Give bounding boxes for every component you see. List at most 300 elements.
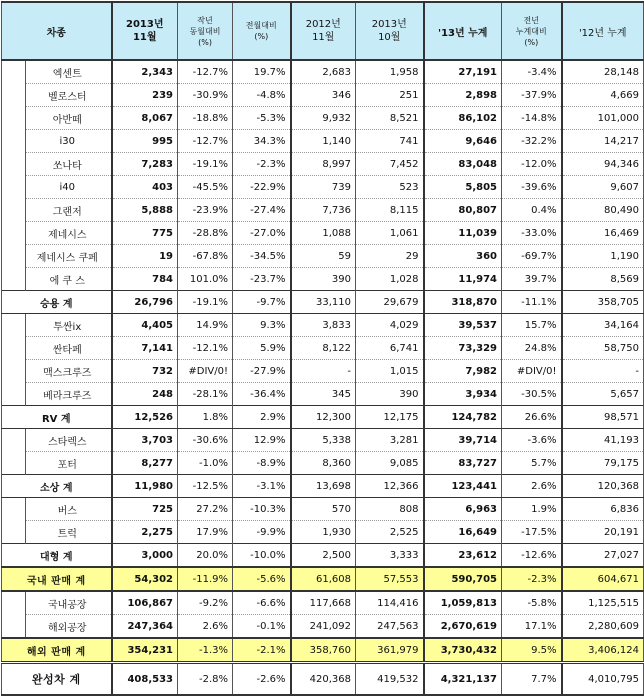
cell-nov2013: 12,526 [112, 406, 178, 429]
cell-ytd2012: 6,836 [562, 498, 644, 521]
row-indent [2, 268, 26, 291]
cell-ytd-yoy: 15.7% [502, 314, 562, 337]
cell-yoy: -23.9% [178, 199, 233, 222]
total-row [2, 663, 644, 696]
cell-ytd2013: 39,537 [424, 314, 502, 337]
cell-mom: -10.3% [233, 498, 291, 521]
row-indent [2, 452, 26, 475]
row-indent [2, 107, 26, 130]
cell-ytd2013: 3,934 [424, 383, 502, 406]
header-mom: 전월대비 (%) [233, 2, 291, 60]
model-name: 엑센트 [26, 60, 112, 84]
cell-yoy: -19.1% [178, 153, 233, 176]
cell-ytd2013: 1,059,813 [424, 591, 502, 615]
cell-mom: -9.9% [233, 521, 291, 544]
cell-ytd2013: 23,612 [424, 544, 502, 568]
cell-ytd-yoy: #DIV/0! [502, 360, 562, 383]
cell-ytd-yoy: -5.8% [502, 591, 562, 615]
cell-mom: -23.7% [233, 268, 291, 291]
cell-ytd2013: 7,982 [424, 360, 502, 383]
cell-ytd2013: 123,441 [424, 475, 502, 498]
table-row [2, 615, 644, 639]
cell-oct2013: 251 [356, 84, 424, 107]
cell-ytd2012: - [562, 360, 644, 383]
cell-yoy: -12.5% [178, 475, 233, 498]
sum-row [2, 544, 644, 568]
header-row [2, 2, 644, 60]
model-name: 해외공장 [26, 615, 112, 639]
cell-nov2013: 995 [112, 130, 178, 153]
cell-yoy: -9.2% [178, 591, 233, 615]
cell-oct2013: 741 [356, 130, 424, 153]
cell-ytd2013: 73,329 [424, 337, 502, 360]
cell-mom: 5.9% [233, 337, 291, 360]
cell-ytd2012: 58,750 [562, 337, 644, 360]
row-indent [2, 337, 26, 360]
model-name: i40 [26, 176, 112, 199]
cell-yoy: 17.9% [178, 521, 233, 544]
cell-ytd-yoy: 17.1% [502, 615, 562, 639]
header-ytd2013: '13년 누계 [424, 2, 502, 60]
cell-mom: -4.8% [233, 84, 291, 107]
cell-ytd-yoy: -12.6% [502, 544, 562, 568]
cell-ytd2012: 9,607 [562, 176, 644, 199]
cell-nov2013: 2,343 [112, 60, 178, 84]
table-row [2, 452, 644, 475]
row-label: 완성차 계 [2, 663, 112, 696]
cell-ytd2012: 8,569 [562, 268, 644, 291]
cell-oct2013: 8,115 [356, 199, 424, 222]
cell-nov2012: 739 [291, 176, 356, 199]
cell-yoy: -28.1% [178, 383, 233, 406]
table-row [2, 498, 644, 521]
cell-ytd-yoy: -3.6% [502, 429, 562, 452]
cell-ytd2013: 11,039 [424, 222, 502, 245]
cell-nov2013: 5,888 [112, 199, 178, 222]
table-row [2, 591, 644, 615]
model-name: 트럭 [26, 521, 112, 544]
cell-nov2012: 13,698 [291, 475, 356, 498]
cell-ytd2012: 1,190 [562, 245, 644, 268]
cell-yoy: -30.9% [178, 84, 233, 107]
cell-ytd2013: 27,191 [424, 60, 502, 84]
cell-ytd2013: 80,807 [424, 199, 502, 222]
cell-nov2012: 8,360 [291, 452, 356, 475]
model-name: 그랜저 [26, 199, 112, 222]
cell-yoy: -67.8% [178, 245, 233, 268]
row-indent [2, 222, 26, 245]
cell-ytd2012: 3,406,124 [562, 638, 644, 663]
cell-mom: -2.3% [233, 153, 291, 176]
cell-ytd-yoy: 39.7% [502, 268, 562, 291]
cell-mom: -6.6% [233, 591, 291, 615]
cell-nov2013: 7,141 [112, 337, 178, 360]
cell-oct2013: 7,452 [356, 153, 424, 176]
cell-ytd-yoy: -12.0% [502, 153, 562, 176]
cell-ytd-yoy: 2.6% [502, 475, 562, 498]
cell-yoy: -1.0% [178, 452, 233, 475]
cell-nov2012: - [291, 360, 356, 383]
cell-nov2012: 7,736 [291, 199, 356, 222]
table-row [2, 314, 644, 337]
header-nov2013: 2013년 11월 [112, 2, 178, 60]
cell-nov2013: 26,796 [112, 291, 178, 314]
cell-nov2012: 117,668 [291, 591, 356, 615]
cell-ytd-yoy: -3.4% [502, 60, 562, 84]
model-name: 에 쿠 스 [26, 268, 112, 291]
cell-nov2012: 9,932 [291, 107, 356, 130]
model-name: 제네시스 쿠페 [26, 245, 112, 268]
header-ytd2012: '12년 누계 [562, 2, 644, 60]
cell-ytd2013: 124,782 [424, 406, 502, 429]
cell-nov2013: 3,703 [112, 429, 178, 452]
cell-oct2013: 3,333 [356, 544, 424, 568]
cell-nov2012: 61,608 [291, 567, 356, 591]
cell-mom: -5.6% [233, 567, 291, 591]
cell-ytd-yoy: 5.7% [502, 452, 562, 475]
cell-oct2013: 12,175 [356, 406, 424, 429]
model-name: 포터 [26, 452, 112, 475]
cell-ytd2012: 14,217 [562, 130, 644, 153]
cell-nov2013: 775 [112, 222, 178, 245]
cell-nov2012: 2,683 [291, 60, 356, 84]
cell-nov2013: 2,275 [112, 521, 178, 544]
cell-oct2013: 1,028 [356, 268, 424, 291]
cell-ytd-yoy: -69.7% [502, 245, 562, 268]
cell-mom: -8.9% [233, 452, 291, 475]
cell-ytd-yoy: -11.1% [502, 291, 562, 314]
cell-ytd2013: 5,805 [424, 176, 502, 199]
table-row [2, 337, 644, 360]
cell-nov2012: 1,088 [291, 222, 356, 245]
cell-oct2013: 114,416 [356, 591, 424, 615]
cell-mom: -27.0% [233, 222, 291, 245]
header-nov2012: 2012년 11월 [291, 2, 356, 60]
cell-ytd2013: 2,898 [424, 84, 502, 107]
cell-ytd-yoy: -32.2% [502, 130, 562, 153]
cell-yoy: 2.6% [178, 615, 233, 639]
header-category: 차종 [2, 2, 112, 60]
row-label: 국내 판매 계 [2, 567, 112, 591]
cell-nov2012: 345 [291, 383, 356, 406]
row-label: 승용 계 [2, 291, 112, 314]
table-row [2, 153, 644, 176]
cell-nov2012: 1,140 [291, 130, 356, 153]
cell-ytd2012: 2,280,609 [562, 615, 644, 639]
cell-ytd-yoy: 1.9% [502, 498, 562, 521]
row-indent [2, 60, 26, 84]
row-indent [2, 153, 26, 176]
cell-ytd2013: 83,048 [424, 153, 502, 176]
cell-oct2013: 57,553 [356, 567, 424, 591]
cell-ytd2012: 358,705 [562, 291, 644, 314]
cell-ytd2012: 1,125,515 [562, 591, 644, 615]
cell-nov2013: 354,231 [112, 638, 178, 663]
cell-mom: 9.3% [233, 314, 291, 337]
cell-oct2013: 3,281 [356, 429, 424, 452]
cell-yoy: 20.0% [178, 544, 233, 568]
cell-nov2012: 59 [291, 245, 356, 268]
cell-nov2013: 11,980 [112, 475, 178, 498]
header-yoy: 작년 동월대비 (%) [178, 2, 233, 60]
cell-ytd2012: 94,346 [562, 153, 644, 176]
cell-oct2013: 390 [356, 383, 424, 406]
cell-mom: -5.3% [233, 107, 291, 130]
model-name: 국내공장 [26, 591, 112, 615]
model-name: 투싼ix [26, 314, 112, 337]
model-name: 싼타페 [26, 337, 112, 360]
cell-mom: -27.9% [233, 360, 291, 383]
model-name: 쏘나타 [26, 153, 112, 176]
cell-ytd2013: 360 [424, 245, 502, 268]
cell-ytd2013: 86,102 [424, 107, 502, 130]
cell-ytd2012: 80,490 [562, 199, 644, 222]
table-row [2, 130, 644, 153]
row-indent [2, 130, 26, 153]
sum-row [2, 291, 644, 314]
cell-nov2012: 346 [291, 84, 356, 107]
table-row [2, 176, 644, 199]
cell-mom: 34.3% [233, 130, 291, 153]
table-row [2, 107, 644, 130]
cell-oct2013: 808 [356, 498, 424, 521]
cell-nov2012: 3,833 [291, 314, 356, 337]
cell-nov2012: 570 [291, 498, 356, 521]
domestic-row [2, 567, 644, 591]
cell-nov2013: 408,533 [112, 663, 178, 696]
cell-oct2013: 9,085 [356, 452, 424, 475]
header-oct2013: 2013년 10월 [356, 2, 424, 60]
row-label: RV 계 [2, 406, 112, 429]
cell-yoy: -11.9% [178, 567, 233, 591]
cell-nov2013: 239 [112, 84, 178, 107]
row-indent [2, 383, 26, 406]
cell-nov2013: 19 [112, 245, 178, 268]
cell-mom: -22.9% [233, 176, 291, 199]
cell-nov2013: 784 [112, 268, 178, 291]
cell-ytd-yoy: 7.7% [502, 663, 562, 696]
table-row [2, 383, 644, 406]
cell-nov2012: 5,338 [291, 429, 356, 452]
cell-nov2013: 4,405 [112, 314, 178, 337]
cell-mom: -10.0% [233, 544, 291, 568]
cell-ytd2013: 83,727 [424, 452, 502, 475]
sum-row [2, 475, 644, 498]
cell-oct2013: 8,521 [356, 107, 424, 130]
cell-yoy: -30.6% [178, 429, 233, 452]
cell-ytd-yoy: 24.8% [502, 337, 562, 360]
row-indent [2, 176, 26, 199]
table-row [2, 84, 644, 107]
cell-oct2013: 4,029 [356, 314, 424, 337]
cell-nov2013: 725 [112, 498, 178, 521]
cell-oct2013: 419,532 [356, 663, 424, 696]
cell-yoy: 27.2% [178, 498, 233, 521]
cell-mom: -9.7% [233, 291, 291, 314]
cell-oct2013: 6,741 [356, 337, 424, 360]
cell-ytd2013: 3,730,432 [424, 638, 502, 663]
cell-mom: -34.5% [233, 245, 291, 268]
cell-oct2013: 523 [356, 176, 424, 199]
cell-nov2012: 420,368 [291, 663, 356, 696]
cell-yoy: -2.8% [178, 663, 233, 696]
cell-yoy: -28.8% [178, 222, 233, 245]
cell-nov2013: 8,277 [112, 452, 178, 475]
row-indent [2, 615, 26, 639]
cell-oct2013: 1,061 [356, 222, 424, 245]
row-indent [2, 360, 26, 383]
cell-oct2013: 29,679 [356, 291, 424, 314]
cell-oct2013: 1,958 [356, 60, 424, 84]
overseas-row [2, 638, 644, 663]
model-name: 스타렉스 [26, 429, 112, 452]
sum-row [2, 406, 644, 429]
cell-yoy: 14.9% [178, 314, 233, 337]
cell-ytd2013: 39,714 [424, 429, 502, 452]
cell-ytd2013: 11,974 [424, 268, 502, 291]
table-row [2, 222, 644, 245]
cell-ytd2012: 604,671 [562, 567, 644, 591]
cell-nov2012: 390 [291, 268, 356, 291]
cell-mom: -27.4% [233, 199, 291, 222]
table-row [2, 245, 644, 268]
cell-nov2012: 8,122 [291, 337, 356, 360]
cell-ytd-yoy: -37.9% [502, 84, 562, 107]
cell-nov2012: 358,760 [291, 638, 356, 663]
table-row [2, 429, 644, 452]
cell-ytd2012: 34,164 [562, 314, 644, 337]
cell-nov2012: 8,997 [291, 153, 356, 176]
model-name: 벨로스터 [26, 84, 112, 107]
model-name: 버스 [26, 498, 112, 521]
row-indent [2, 314, 26, 337]
cell-mom: -2.6% [233, 663, 291, 696]
cell-nov2013: 7,283 [112, 153, 178, 176]
cell-ytd2012: 120,368 [562, 475, 644, 498]
table-row [2, 199, 644, 222]
cell-mom: -0.1% [233, 615, 291, 639]
header-ytd-yoy: 전년 누계대비 (%) [502, 2, 562, 60]
cell-ytd2013: 318,870 [424, 291, 502, 314]
cell-ytd2012: 98,571 [562, 406, 644, 429]
cell-ytd-yoy: 26.6% [502, 406, 562, 429]
cell-yoy: 101.0% [178, 268, 233, 291]
cell-nov2013: 8,067 [112, 107, 178, 130]
cell-ytd2012: 5,657 [562, 383, 644, 406]
table-row [2, 360, 644, 383]
cell-yoy: -1.3% [178, 638, 233, 663]
cell-nov2013: 3,000 [112, 544, 178, 568]
cell-yoy: -18.8% [178, 107, 233, 130]
cell-ytd2013: 590,705 [424, 567, 502, 591]
cell-ytd2012: 28,148 [562, 60, 644, 84]
cell-oct2013: 12,366 [356, 475, 424, 498]
cell-ytd2012: 79,175 [562, 452, 644, 475]
cell-yoy: -12.7% [178, 130, 233, 153]
cell-ytd2012: 16,469 [562, 222, 644, 245]
cell-nov2013: 54,302 [112, 567, 178, 591]
cell-ytd2013: 9,646 [424, 130, 502, 153]
cell-ytd-yoy: -2.3% [502, 567, 562, 591]
cell-mom: -36.4% [233, 383, 291, 406]
cell-mom: -3.1% [233, 475, 291, 498]
cell-ytd-yoy: -33.0% [502, 222, 562, 245]
row-label: 대형 계 [2, 544, 112, 568]
cell-nov2012: 33,110 [291, 291, 356, 314]
cell-oct2013: 1,015 [356, 360, 424, 383]
table-row [2, 521, 644, 544]
cell-yoy: -12.7% [178, 60, 233, 84]
cell-ytd-yoy: 0.4% [502, 199, 562, 222]
model-name: 맥스크루즈 [26, 360, 112, 383]
row-indent [2, 84, 26, 107]
cell-ytd2013: 4,321,137 [424, 663, 502, 696]
sales-table [1, 1, 644, 696]
cell-ytd-yoy: -17.5% [502, 521, 562, 544]
table-row [2, 60, 644, 84]
cell-ytd-yoy: -14.8% [502, 107, 562, 130]
cell-nov2012: 2,500 [291, 544, 356, 568]
cell-ytd2013: 2,670,619 [424, 615, 502, 639]
cell-ytd2012: 41,193 [562, 429, 644, 452]
row-indent [2, 591, 26, 615]
cell-nov2012: 241,092 [291, 615, 356, 639]
cell-nov2012: 1,930 [291, 521, 356, 544]
cell-nov2013: 732 [112, 360, 178, 383]
cell-mom: 12.9% [233, 429, 291, 452]
cell-oct2013: 29 [356, 245, 424, 268]
row-label: 해외 판매 계 [2, 638, 112, 663]
cell-ytd-yoy: 9.5% [502, 638, 562, 663]
cell-yoy: 1.8% [178, 406, 233, 429]
model-name: 베라크루즈 [26, 383, 112, 406]
row-indent [2, 521, 26, 544]
row-indent [2, 199, 26, 222]
cell-ytd2012: 27,027 [562, 544, 644, 568]
cell-ytd2013: 6,963 [424, 498, 502, 521]
cell-nov2013: 248 [112, 383, 178, 406]
cell-nov2013: 247,364 [112, 615, 178, 639]
model-name: 아반떼 [26, 107, 112, 130]
table-row [2, 268, 644, 291]
cell-mom: -2.1% [233, 638, 291, 663]
cell-ytd-yoy: -30.5% [502, 383, 562, 406]
cell-ytd2012: 101,000 [562, 107, 644, 130]
row-indent [2, 245, 26, 268]
cell-mom: 19.7% [233, 60, 291, 84]
cell-mom: 2.9% [233, 406, 291, 429]
row-label: 소상 계 [2, 475, 112, 498]
cell-yoy: -19.1% [178, 291, 233, 314]
cell-yoy: -45.5% [178, 176, 233, 199]
cell-nov2012: 12,300 [291, 406, 356, 429]
cell-yoy: -12.1% [178, 337, 233, 360]
model-name: 제네시스 [26, 222, 112, 245]
cell-ytd2012: 20,191 [562, 521, 644, 544]
cell-oct2013: 361,979 [356, 638, 424, 663]
cell-yoy: #DIV/0! [178, 360, 233, 383]
cell-ytd2012: 4,010,795 [562, 663, 644, 696]
cell-oct2013: 2,525 [356, 521, 424, 544]
row-indent [2, 498, 26, 521]
model-name: i30 [26, 130, 112, 153]
cell-oct2013: 247,563 [356, 615, 424, 639]
cell-ytd2013: 16,649 [424, 521, 502, 544]
cell-nov2013: 106,867 [112, 591, 178, 615]
cell-ytd-yoy: -39.6% [502, 176, 562, 199]
row-indent [2, 429, 26, 452]
cell-ytd2012: 4,669 [562, 84, 644, 107]
